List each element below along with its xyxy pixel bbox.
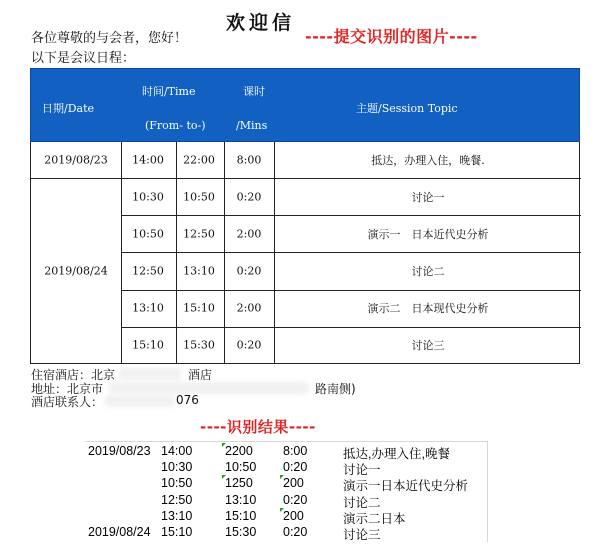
header-topic: 主题/Session Topic	[356, 102, 458, 115]
topic-cell: 演示一 日本近代史分析	[367, 228, 489, 241]
mins-cell: 2:00	[236, 227, 262, 241]
hotel-address-tail: 路南侧)	[315, 382, 356, 396]
result-date-cell: 2019/08/23	[88, 444, 151, 458]
topic-cell: 讨论三	[411, 339, 445, 352]
mins-cell: 0:20	[236, 264, 262, 278]
result-date-cell: 2019/08/24	[88, 525, 151, 539]
result-annotation: ----识别结果----	[200, 418, 316, 436]
date-cell: 2019/08/24	[44, 264, 108, 278]
mins-cell: 8:00	[236, 153, 262, 167]
hotel-contact-tail: 076	[176, 393, 199, 407]
result-from-cell: 15:10	[161, 525, 193, 539]
to-cell: 22:00	[183, 153, 215, 167]
from-cell: 12:50	[132, 264, 164, 278]
header-mins-unit: /Mins	[236, 119, 268, 132]
topic-cell: 讨论一	[411, 191, 445, 204]
from-cell: 10:50	[132, 227, 164, 241]
to-cell: 10:50	[183, 190, 215, 204]
hotel-name-label: 住宿酒店：北京	[31, 368, 116, 382]
result-mins-cell: 8:00	[283, 444, 308, 458]
letter-title: 欢迎信	[226, 12, 296, 34]
greeting-text: 各位尊敬的与会者，您好！	[31, 31, 188, 46]
submitted-image-annotation: ----提交识别的图片----	[305, 27, 478, 46]
mins-cell: 0:20	[236, 338, 262, 352]
hotel-name-suffix: 酒店	[188, 368, 213, 382]
header-time-range: (From- to-)	[145, 119, 206, 132]
from-cell: 10:30	[132, 190, 164, 204]
result-to-cell: 15:30	[225, 525, 257, 539]
result-to-cell: 13:10	[225, 493, 257, 507]
header-time: 时间/Time	[142, 85, 196, 98]
schedule-table	[30, 68, 580, 364]
result-topic-cell: 讨论二	[343, 496, 381, 510]
result-mins-cell: 0:20	[283, 525, 308, 539]
result-topic-cell: 演示二日本	[343, 512, 406, 526]
topic-cell: 演示二 日本现代史分析	[367, 302, 489, 315]
recognition-result-table	[85, 441, 488, 542]
result-mins-cell: 0:20	[283, 493, 308, 507]
result-to-cell: 1250	[225, 476, 253, 490]
from-cell: 15:10	[132, 338, 164, 352]
result-from-cell: 12:50	[161, 493, 193, 507]
to-cell: 15:10	[183, 301, 215, 315]
result-mins-cell: 200	[283, 509, 304, 523]
result-to-cell: 2200	[225, 444, 253, 458]
topic-cell: 讨论二	[411, 265, 445, 278]
result-mins-cell: 0:20	[283, 460, 308, 474]
topic-cell: 抵达，办理入住，晚餐.	[371, 154, 485, 167]
result-topic-cell: 演示一日本近代史分析	[343, 479, 469, 493]
header-date: 日期/Date	[42, 102, 95, 115]
hotel-address-label: 地址：北京市	[31, 382, 104, 396]
table-body	[30, 142, 580, 364]
intro-text: 以下是会议日程：	[31, 51, 136, 66]
mins-cell: 0:20	[236, 190, 262, 204]
date-cell: 2019/08/23	[44, 153, 108, 167]
hotel-contact-line	[31, 393, 199, 410]
to-cell: 13:10	[183, 264, 215, 278]
result-topic-cell: 讨论三	[343, 528, 381, 542]
result-topic-cell: 抵达,办理入住,晚餐	[343, 447, 450, 461]
table-header	[30, 68, 580, 142]
header-mins: 课时	[243, 85, 265, 98]
result-to-cell: 10:50	[225, 460, 257, 474]
from-cell: 13:10	[132, 301, 164, 315]
hotel-contact-label: 酒店联系人：	[31, 395, 104, 409]
result-from-cell: 10:30	[161, 460, 193, 474]
result-mins-cell: 200	[283, 476, 304, 490]
to-cell: 15:30	[183, 338, 215, 352]
result-topic-cell: 讨论一	[343, 463, 381, 477]
from-cell: 14:00	[132, 153, 164, 167]
result-to-cell: 15:10	[225, 509, 257, 523]
to-cell: 12:50	[183, 227, 215, 241]
mins-cell: 2:00	[236, 301, 262, 315]
result-from-cell: 10:50	[161, 476, 193, 490]
result-from-cell: 14:00	[161, 444, 193, 458]
result-from-cell: 13:10	[161, 509, 193, 523]
